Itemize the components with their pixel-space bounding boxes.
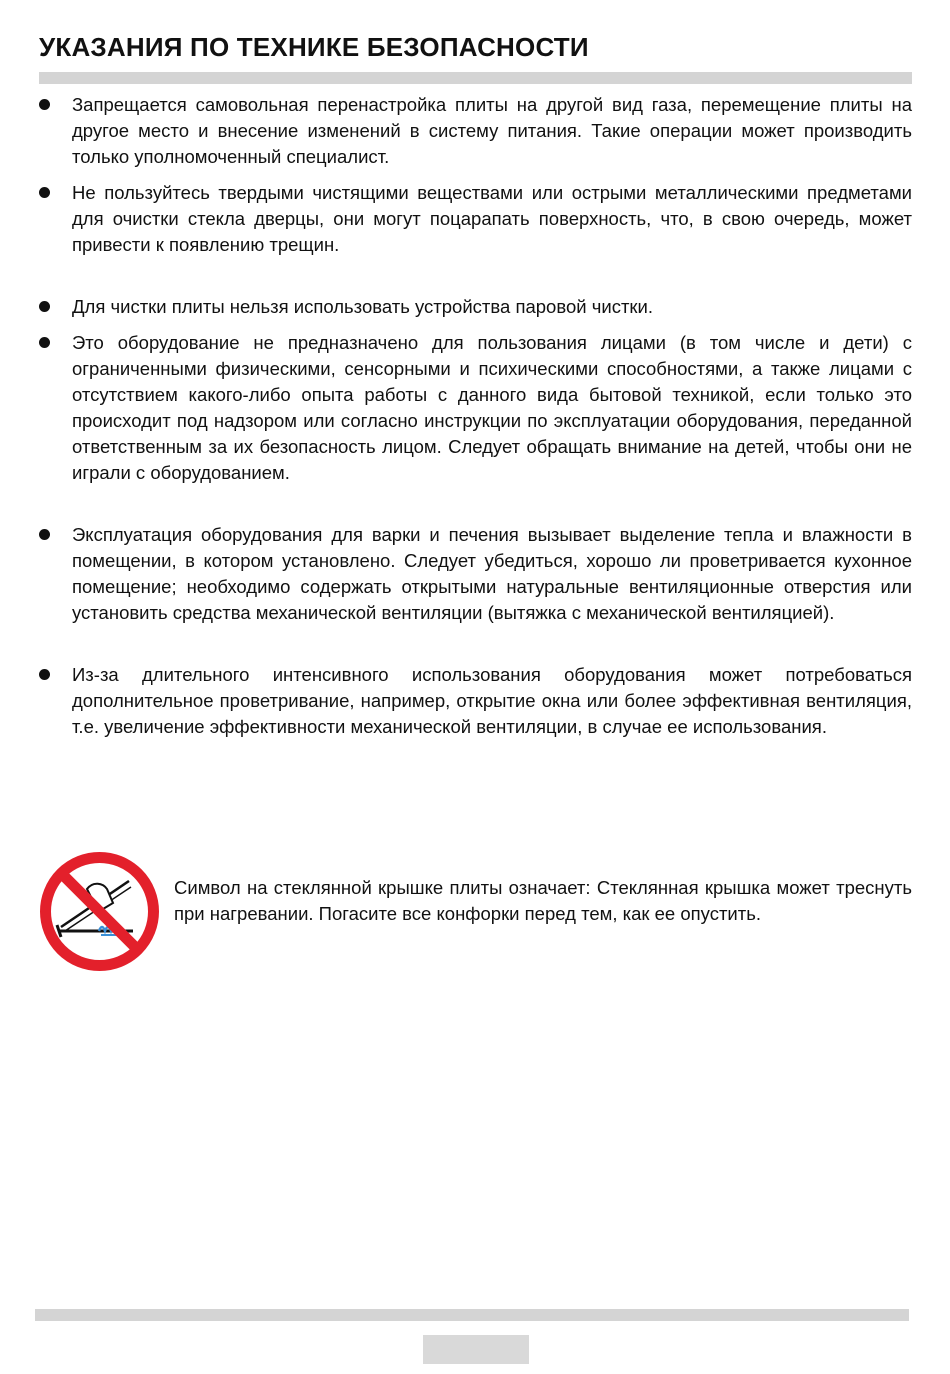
list-item-text: Это оборудование не предназначено для пользования лицами (в том числе и дети) с ограниченными физическими, сенсорными и психическими способностями, а также лицами с отсутствием какого-либо опыта работы с данного вида бытовой техникой, если только это происходит под надзором или согласно инструкции по эксплуатации оборудования, переданной ответственным за их безопасность лицом. Следует обращать внимание на детей, чтобы они не играли с оборудованием. (72, 332, 912, 483)
bullet-icon (39, 187, 50, 198)
list-item (39, 294, 912, 320)
list-item (39, 330, 912, 486)
bullet-icon (39, 301, 50, 312)
bullet-icon (39, 99, 50, 110)
header-divider (39, 72, 912, 84)
list-item-text: Эксплуатация оборудования для варки и печения вызывает выделение тепла и влажности в помещении, в котором установлено. Следует убедиться, хорошо ли проветривается кухонное помещение; необходимо содержать открытыми натуральные вентиляционные отверстия или установить средства механической вентиляции (вытяжка с механической вентиляцией). (72, 524, 912, 623)
glass-lid-warning (39, 851, 912, 976)
page-number-box (423, 1335, 529, 1364)
list-item-text: Из-за длительного интенсивного использования оборудования может потребоваться дополнительное проветривание, например, открытие окна или более эффективная вентиляция, т.е. увеличение эффективности механической вентиляции, в случае ее использования. (72, 664, 912, 737)
list-item (39, 662, 912, 740)
list-item (39, 522, 912, 626)
list-item (39, 92, 912, 170)
no-glass-lid-on-hot-burner-icon (39, 851, 160, 972)
list-item-text: Для чистки плиты нельзя использовать устройства паровой чистки. (72, 296, 653, 317)
safety-instructions-list (39, 92, 912, 740)
bullet-icon (39, 529, 50, 540)
list-item (39, 180, 912, 258)
footer-divider (35, 1309, 909, 1321)
bullet-icon (39, 337, 50, 348)
page-title: УКАЗАНИЯ ПО ТЕХНИКЕ БЕЗОПАСНОСТИ (39, 32, 589, 62)
bullet-icon (39, 669, 50, 680)
glass-lid-warning-text: Символ на стеклянной крышке плиты означает: Стеклянная крышка может треснуть при нагревании. Погасите все конфорки перед тем, как ее опустить. (174, 877, 912, 924)
list-item-text: Не пользуйтесь твердыми чистящими веществами или острыми металлическими предметами для очистки стекла дверцы, они могут поцарапать поверхность, что, в свою очередь, может привести к появлению трещин. (72, 182, 912, 255)
list-item-text: Запрещается самовольная перенастройка плиты на другой вид газа, перемещение плиты на другое место и внесение изменений в систему питания. Такие операции может производить только уполномоченный специалист. (72, 94, 912, 167)
